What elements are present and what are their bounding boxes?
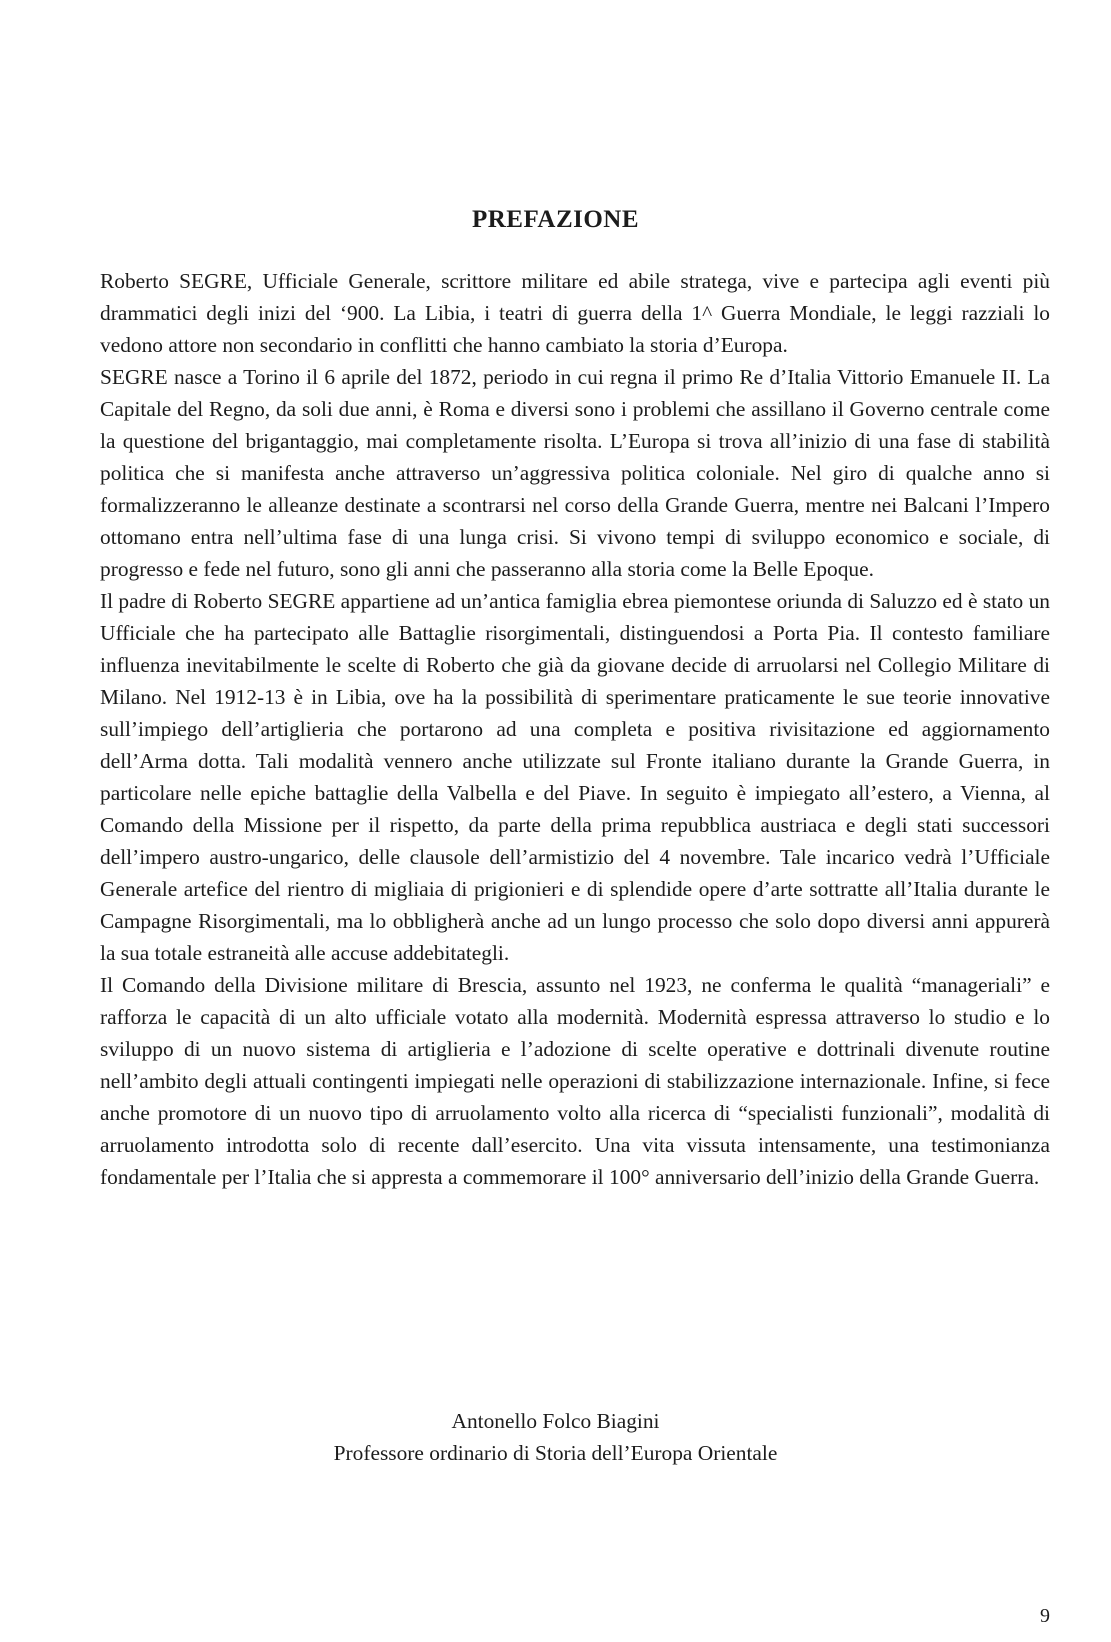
author-name: Antonello Folco Biagini bbox=[451, 1409, 660, 1433]
body-text bbox=[100, 265, 1050, 1193]
paragraph: Il Comando della Divisione militare di Brescia, assunto nel 1923, ne conferma le qualità “manageriali” e rafforza le capacità di un alto ufficiale votato alla modernità. Modernità espressa attraverso lo studio e lo sviluppo di un nuovo sistema di artiglieria e l’adozione di scelte operative e dottrinali divenute routine nell’ambito degli attuali contingenti impiegati nelle operazioni di stabilizzazione internazionale. Infine, si fece anche promotore di un nuovo tipo di arruolamento volto alla ricerca di “specialisti funzionali”, modalità di arruolamento introdotta solo di recente dall’esercito. Una vita vissuta intensamente, una testimonianza fondamentale per l’Italia che si appresta a commemorare il 100° anniversario dell’inizio della Grande Guerra. bbox=[100, 973, 1050, 1189]
paragraph: Il padre di Roberto SEGRE appartiene ad un’antica famiglia ebrea piemontese oriunda di Saluzzo ed è stato un Ufficiale che ha partecipato alle Battaglie risorgimentali, distinguendosi a Porta Pia. Il contesto familiare influenza inevitabilmente le scelte di Roberto che già da giovane decide di arruolarsi nel Collegio Militare di Milano. Nel 1912-13 è in Libia, ove ha la possibilità di sperimentare praticamente le sue teorie innovative sull’impiego dell’artiglieria che portarono ad una completa e positiva rivisitazione ed aggiornamento dell’Arma dotta. Tali modalità vennero anche utilizzate sul Fronte italiano durante la Grande Guerra, in particolare nelle epiche battaglie della Valbella e del Piave. In seguito è impiegato all’estero, a Vienna, al Comando della Missione per il rispetto, da parte della prima repubblica austriaca e degli stati successori dell’impero austro-ungarico, delle clausole dell’armistizio del 4 novembre. Tale incarico vedrà l’Ufficiale Generale artefice del rientro di migliaia di prigionieri e di splendide opere d’arte sottratte all’Italia durante le Campagne Risorgimentali, ma lo obbligherà anche ad un lungo processo che solo dopo diversi anni appurerà la sua totale estraneità alle accuse addebitategli. bbox=[100, 589, 1050, 965]
page-title: PREFAZIONE bbox=[471, 206, 640, 233]
author-role: Professore ordinario di Storia dell’Europa Orientale bbox=[333, 1441, 778, 1465]
page-number: 9 bbox=[1040, 1605, 1050, 1627]
paragraph: SEGRE nasce a Torino il 6 aprile del 1872, periodo in cui regna il primo Re d’Italia Vittorio Emanuele II. La Capitale del Regno, da soli due anni, è Roma e diversi sono i problemi che assillano il Governo centrale come la questione del brigantaggio, mai completamente risolta. L’Europa si trova all’inizio di una fase di stabilità politica che si manifesta anche attraverso un’aggressiva politica coloniale. Nel giro di qualche anno si formalizzeranno le alleanze destinate a scontrarsi nel corso della Grande Guerra, mentre nei Balcani l’Impero ottomano entra nell’ultima fase di una lunga crisi. Si vivono tempi di sviluppo economico e sociale, di progresso e fede nel futuro, sono gli anni che passeranno alla storia come la Belle Epoque. bbox=[100, 365, 1050, 581]
paragraph: Roberto SEGRE, Ufficiale Generale, scrittore militare ed abile stratega, vive e partecipa agli eventi più drammatici degli inizi del ‘900. La Libia, i teatri di guerra della 1^ Guerra Mondiale, le leggi razziali lo vedono attore non secondario in conflitti che hanno cambiato la storia d’Europa. bbox=[100, 269, 1050, 357]
signature-block bbox=[0, 1405, 1111, 1469]
